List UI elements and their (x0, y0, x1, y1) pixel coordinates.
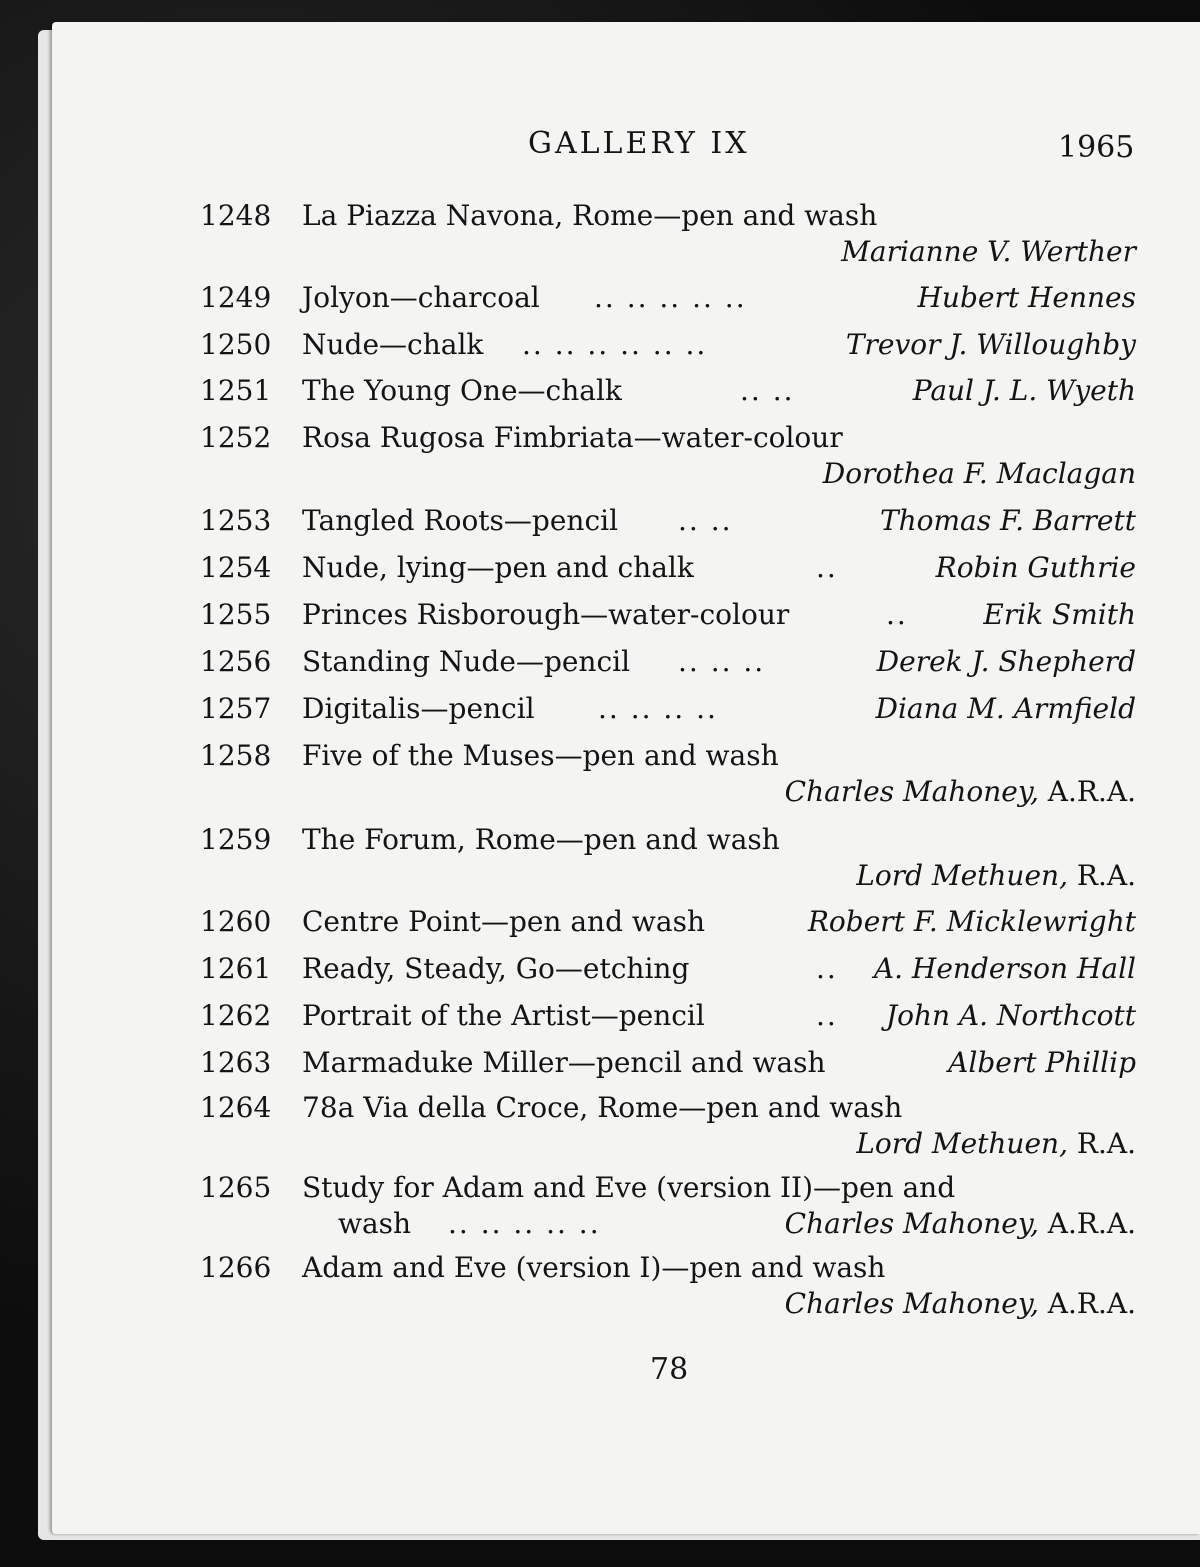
entry-number: 1251 (200, 374, 272, 407)
entry-title: Princes Risborough (302, 598, 581, 631)
entry-1257 (52, 691, 1200, 727)
leader-dots: .. (816, 952, 838, 985)
entry-medium: —pen and wash (653, 199, 878, 232)
entry-title: La Piazza Navona, Rome (302, 199, 654, 232)
entry-artist-group (785, 1206, 1136, 1242)
entry-title-line (302, 644, 630, 680)
entry-artist: Derek J. Shepherd (876, 645, 1136, 678)
leader-dots: .. .. .. .. .. (448, 1207, 601, 1240)
entry-medium: —pencil (420, 692, 535, 725)
entry-title-line (302, 503, 618, 539)
entry-artist: Charles Mahoney, (784, 775, 1039, 808)
entry-number: 1254 (200, 551, 272, 584)
gallery-heading: GALLERY IX (528, 126, 750, 161)
year-heading: 1965 (1058, 130, 1135, 165)
entry-artist: Dorothea F. Maclagan (822, 457, 1136, 490)
leader-dots: .. .. .. .. .. .. (522, 328, 708, 361)
leader-dots: .. .. .. .. .. (594, 281, 747, 314)
entry-number: 1255 (200, 598, 272, 631)
entry-title: Portrait of the Artist (302, 999, 591, 1032)
entry-title-line (302, 327, 483, 363)
entry-1261 (52, 951, 1200, 987)
entry-medium: —pen and wash (661, 1251, 886, 1284)
entry-1264-artist-line (52, 1126, 1200, 1162)
entry-title-line (302, 691, 535, 727)
leader-dots: .. (816, 999, 838, 1032)
entry-1265-continuation (52, 1206, 1200, 1242)
entry-1255 (52, 597, 1200, 633)
entry-title-line (302, 822, 780, 858)
entry-number: 1266 (200, 1251, 272, 1284)
entry-title: Rosa Rugosa Fimbriata (302, 421, 634, 454)
entry-medium: —pen and wash (555, 823, 780, 856)
entry-artist: Marianne V. Werther (841, 235, 1136, 268)
leader-dots: .. (816, 551, 838, 584)
entry-title-line (302, 1250, 885, 1286)
entry-title-line (302, 420, 843, 456)
entry-medium: —pen and chalk (466, 551, 694, 584)
entry-artist-group (856, 858, 1136, 894)
entry-artist: Lord Methuen, (856, 859, 1068, 892)
entry-medium: —pen and wash (480, 905, 705, 938)
entry-title-line (302, 597, 789, 633)
entry-1252-artist-line (52, 456, 1200, 492)
entry-title: Marmaduke Miller (302, 1046, 568, 1079)
entry-artist-suffix: A.R.A. (1047, 775, 1136, 808)
entry-1252 (52, 420, 1200, 456)
entry-artist: Robert F. Micklewright (807, 905, 1136, 938)
entry-title: Adam and Eve (version I) (302, 1251, 662, 1284)
entry-title: Study for Adam and Eve (version II) (302, 1171, 814, 1204)
entry-number: 1252 (200, 421, 272, 454)
entry-title-line (302, 280, 540, 316)
entry-medium: —chalk (517, 374, 622, 407)
entry-title: Centre Point (302, 905, 481, 938)
page-number: 78 (650, 1352, 689, 1387)
entry-title: Standing Nude (302, 645, 516, 678)
entry-title: The Young One (302, 374, 518, 407)
entry-artist: Robin Guthrie (935, 551, 1136, 584)
entry-artist-suffix: A.R.A. (1047, 1287, 1136, 1320)
entry-1258-artist-line (52, 774, 1200, 810)
entry-title-line (302, 550, 694, 586)
entry-1266-artist-line (52, 1286, 1200, 1322)
entry-number: 1258 (200, 739, 272, 772)
entry-title: Five of the Muses (302, 739, 555, 772)
entry-artist: John A. Northcott (885, 999, 1136, 1032)
entry-number: 1259 (200, 823, 272, 856)
leader-dots: .. (886, 598, 908, 631)
entry-artist-group (785, 1286, 1136, 1322)
entry-medium: —pen and (813, 1171, 956, 1204)
entry-medium: —pencil (515, 645, 631, 678)
entry-1266 (52, 1250, 1200, 1286)
entry-title-line (302, 1090, 902, 1126)
entry-medium: —pencil (503, 504, 619, 537)
entry-1251 (52, 373, 1200, 409)
entry-medium: —pen and wash (554, 739, 779, 772)
entry-title: Digitalis (302, 692, 421, 725)
entry-1260 (52, 904, 1200, 940)
leader-dots: .. .. (678, 504, 733, 537)
entry-artist-suffix: R.A. (1076, 1127, 1136, 1160)
entry-title-line (302, 373, 622, 409)
entry-number: 1263 (200, 1046, 272, 1079)
entry-title-line (302, 951, 689, 987)
entry-1256 (52, 644, 1200, 680)
entry-artist-suffix: R.A. (1076, 859, 1136, 892)
entry-title: Jolyon (302, 281, 390, 314)
entry-title-line (302, 198, 877, 234)
entry-artist: Hubert Hennes (917, 281, 1136, 314)
entry-number: 1257 (200, 692, 272, 725)
entry-artist: Thomas F. Barrett (879, 504, 1136, 537)
entry-artist: Trevor J. Willoughby (845, 328, 1136, 361)
entry-number: 1253 (200, 504, 272, 537)
entry-title-line (302, 998, 705, 1034)
entry-title: Nude (302, 328, 380, 361)
entry-title: The Forum, Rome (302, 823, 556, 856)
entry-title-line (302, 738, 779, 774)
entry-medium: —chalk (379, 328, 484, 361)
entry-title-line (302, 1045, 826, 1081)
entry-1250 (52, 327, 1200, 363)
entry-number: 1262 (200, 999, 272, 1032)
entry-medium: —water-colour (633, 421, 843, 454)
entry-1248-artist-line (52, 234, 1200, 270)
entry-1249 (52, 280, 1200, 316)
leader-dots: .. .. .. (678, 645, 766, 678)
entry-1263 (52, 1045, 1200, 1081)
entry-artist: Charles Mahoney, (784, 1207, 1039, 1240)
entry-title: Tangled Roots (302, 504, 504, 537)
entry-number: 1248 (200, 199, 272, 232)
entry-number: 1250 (200, 328, 272, 361)
entry-1259-artist-line (52, 858, 1200, 894)
entry-medium: —pencil and wash (567, 1046, 826, 1079)
entry-title: Ready, Steady, Go (302, 952, 555, 985)
entry-1254 (52, 550, 1200, 586)
entry-medium-continuation: wash (338, 1207, 412, 1240)
entry-number: 1256 (200, 645, 272, 678)
entry-title-line (302, 1170, 955, 1206)
entry-1265 (52, 1170, 1200, 1206)
entry-number: 1249 (200, 281, 272, 314)
entry-medium: —charcoal (389, 281, 540, 314)
entry-artist: Erik Smith (983, 598, 1136, 631)
entry-medium: —pencil (590, 999, 705, 1032)
entry-list (52, 22, 1200, 1534)
entry-1259 (52, 822, 1200, 858)
entry-1262 (52, 998, 1200, 1034)
leader-dots: .. .. .. .. (598, 692, 718, 725)
entry-1253 (52, 503, 1200, 539)
entry-artist: Charles Mahoney, (784, 1287, 1039, 1320)
entry-number: 1261 (200, 952, 272, 985)
entry-artist: Albert Phillip (948, 1046, 1136, 1079)
entry-artist-suffix: A.R.A. (1047, 1207, 1136, 1240)
entry-number: 1265 (200, 1171, 272, 1204)
entry-1264 (52, 1090, 1200, 1126)
entry-medium: —pen and wash (678, 1091, 903, 1124)
entry-title: 78a Via della Croce, Rome (302, 1091, 679, 1124)
entry-1258 (52, 738, 1200, 774)
entry-artist: Lord Methuen, (856, 1127, 1068, 1160)
entry-artist: Diana M. Armfield (875, 692, 1136, 725)
entry-artist: Paul J. L. Wyeth (912, 374, 1136, 407)
entry-artist-group (785, 774, 1136, 810)
leader-dots: .. .. (740, 374, 795, 407)
entry-title: Nude, lying (302, 551, 467, 584)
entry-artist: A. Henderson Hall (873, 952, 1136, 985)
entry-number: 1260 (200, 905, 272, 938)
entry-artist-group (856, 1126, 1136, 1162)
entry-title-line (302, 904, 705, 940)
catalogue-page (52, 22, 1200, 1534)
entry-medium: —water-colour (580, 598, 790, 631)
entry-medium: —etching (554, 952, 690, 985)
entry-1248 (52, 198, 1200, 234)
entry-number: 1264 (200, 1091, 272, 1124)
